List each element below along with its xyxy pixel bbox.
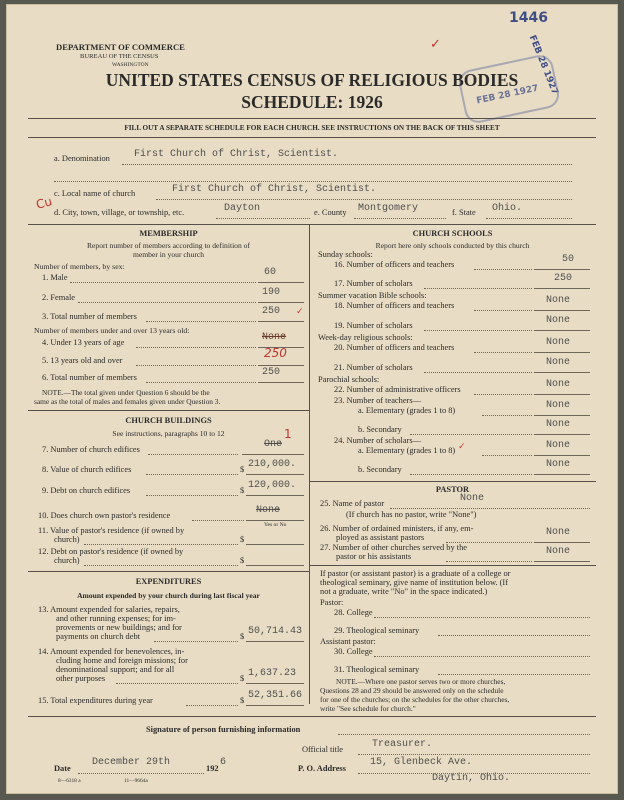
signature-label: Signature of person furnishing information xyxy=(146,725,301,734)
check-mark: ✓ xyxy=(430,37,441,52)
q26-label-2: ployed as assistant pastors xyxy=(336,533,425,542)
form-title: UNITED STATES CENSUS OF RELIGIOUS BODIES xyxy=(105,70,519,90)
q17-label: 17. Number of scholars xyxy=(334,279,413,288)
q9-label: 9. Debt on church edifices xyxy=(42,486,131,495)
q15-label: 15. Total expenditures during year xyxy=(38,696,153,705)
pastor-heading: PASTOR xyxy=(435,485,470,494)
official-title-label: Official title xyxy=(302,745,344,754)
official-title-value[interactable]: Treasurer. xyxy=(372,739,433,750)
q22-value[interactable]: None xyxy=(546,379,571,390)
pastor-note-3: for one of the churches; on the schedules for the other churches, xyxy=(320,695,510,704)
city-label: WASHINGTON xyxy=(112,62,149,68)
assistant-subheading: Assistant pastor: xyxy=(320,637,376,646)
q27-label: 27. Number of other churches served by the xyxy=(320,543,467,552)
q26-value[interactable]: None xyxy=(546,527,571,538)
q8-dollar: $ xyxy=(240,465,245,474)
q13-value[interactable]: 50,714.43 xyxy=(248,626,303,637)
q17-value[interactable]: 250 xyxy=(554,273,573,284)
q29-label: 29. Theological seminary xyxy=(334,626,420,635)
q10-label: 10. Does church own pastor's residence xyxy=(38,511,171,520)
membership-note-2: same as the total of males and females given under Question 3. xyxy=(34,397,221,406)
q20-label: 20. Number of officers and teachers xyxy=(334,343,455,352)
graduate-note-3: not a graduate, write "No" in the space indicated.) xyxy=(320,587,488,596)
q21-value[interactable]: None xyxy=(546,357,571,368)
q9-dollar: $ xyxy=(240,486,245,495)
local-name-label: c. Local name of church xyxy=(54,189,136,198)
q28-label: 28. College xyxy=(334,608,373,617)
q26-label: 26. Number of ordained ministers, if any, em- xyxy=(320,524,474,533)
q13-label-2: and other running expenses; for im- xyxy=(56,614,176,623)
margin-mark: Cu xyxy=(34,194,54,212)
q13-label-3: provements or new buildings; and for xyxy=(56,623,182,632)
pastor-note-2: Questions 28 and 29 should be answered only on the schedule xyxy=(320,686,504,695)
summer-label: Summer vacation Bible schools: xyxy=(318,291,427,300)
q19-value[interactable]: None xyxy=(546,315,571,326)
form-number: 8—6318 a xyxy=(58,778,81,784)
q27-value[interactable]: None xyxy=(546,546,571,557)
q23a-value[interactable]: None xyxy=(546,400,571,411)
q15-dollar: $ xyxy=(240,696,245,705)
q18-value[interactable]: None xyxy=(546,295,571,306)
sunday-label: Sunday schools: xyxy=(318,250,373,259)
q3-label: 3. Total number of members xyxy=(42,312,137,321)
q5-value[interactable]: 250 xyxy=(264,346,287,360)
serial-number-stamp: 1446 xyxy=(509,10,548,26)
bureau-label: BUREAU OF THE CENSUS xyxy=(80,53,159,60)
date-label: Date xyxy=(54,764,71,773)
q14-label-3: denominational support; and for all xyxy=(56,665,175,674)
q12-label: 12. Debt on pastor's residence (if owned by xyxy=(38,547,184,556)
weekday-label: Week-day religious schools: xyxy=(318,333,413,342)
q4-value[interactable]: None xyxy=(262,332,287,343)
q23a-label: a. Elementary (grades 1 to 8) xyxy=(358,406,456,415)
q25-label: 25. Name of pastor xyxy=(320,499,385,508)
under-over-label: Number of members under and over 13 years old: xyxy=(34,326,190,335)
q24-label: 24. Number of scholars— xyxy=(334,436,421,445)
q12-dollar: $ xyxy=(240,556,245,565)
second-date-stamp: FEB 28 1927 xyxy=(475,83,540,107)
q24b-label: b. Secondary xyxy=(358,465,402,474)
q11-label-2: church) xyxy=(54,535,80,544)
q8-value[interactable]: 210,000. xyxy=(248,459,297,470)
q16-label: 16. Number of officers and teachers xyxy=(334,260,455,269)
q12-label-2: church) xyxy=(54,556,80,565)
q10-hint: Yes or No xyxy=(264,522,287,528)
membership-heading: MEMBERSHIP xyxy=(139,229,198,238)
q1-label: 1. Male xyxy=(42,273,68,282)
state-label: f. State xyxy=(452,208,476,217)
membership-note: NOTE.—The total given under Question 6 should be the xyxy=(42,388,210,397)
q7-value[interactable]: One xyxy=(264,439,283,450)
po-address-label: P. O. Address xyxy=(298,764,346,773)
year-prefix: 192 xyxy=(206,764,219,773)
q30-label: 30. College xyxy=(334,647,373,656)
q27-label-2: pastor or his assistants xyxy=(336,552,412,561)
year-value[interactable]: 6 xyxy=(220,757,227,768)
q21-label: 21. Number of scholars xyxy=(334,363,413,372)
q8-label: 8. Value of church edifices xyxy=(42,465,132,474)
buildings-heading: CHURCH BUILDINGS xyxy=(125,416,212,425)
po-address-value-2[interactable]: Daytin, Ohio. xyxy=(432,773,511,784)
q7-correction: 1 xyxy=(284,427,292,441)
q11-label: 11. Value of pastor's residence (if owned by xyxy=(38,526,185,535)
membership-intro: Report number of members according to definition of xyxy=(86,241,250,250)
q13-dollar: $ xyxy=(240,632,245,641)
q11-dollar: $ xyxy=(240,535,245,544)
schools-sub: Report here only schools conducted by this church xyxy=(375,241,530,250)
q1-value[interactable]: 60 xyxy=(264,267,277,278)
q6-label: 6. Total number of members xyxy=(42,373,137,382)
buildings-sub: See instructions, paragraphs 10 to 12 xyxy=(112,429,225,438)
received-date-stamp: FEB 28 1927 xyxy=(526,34,560,97)
pastor-subheading: Pastor: xyxy=(320,598,344,607)
q18-label: 18. Number of officers and teachers xyxy=(334,301,455,310)
q31-label: 31. Theological seminary xyxy=(334,665,420,674)
city-value[interactable]: Dayton xyxy=(224,203,261,214)
q24a-value[interactable]: None xyxy=(546,440,571,451)
date-value[interactable]: December 29th xyxy=(92,757,171,768)
q23-label: 23. Number of teachers— xyxy=(334,396,421,405)
graduate-note-2: theological seminary, give name of institution below. (If xyxy=(320,578,508,587)
po-address-value[interactable]: 15, Glenbeck Ave. xyxy=(370,757,473,768)
q13-label-4: payments on church debt xyxy=(56,632,140,641)
census-form-page xyxy=(6,4,618,794)
q23b-value[interactable]: None xyxy=(546,419,571,430)
q5-label: 5. 13 years old and over xyxy=(42,356,123,365)
schedule-title: SCHEDULE: 1926 xyxy=(241,92,383,112)
pastor-note-4: write "See schedule for church." xyxy=(320,704,416,713)
membership-intro-2: member in your church xyxy=(132,250,205,259)
department-label: DEPARTMENT OF COMMERCE xyxy=(56,42,185,52)
q23b-label: b. Secondary xyxy=(358,425,402,434)
city-town-label: d. City, town, village, or township, etc. xyxy=(54,208,185,217)
q19-label: 19. Number of scholars xyxy=(334,321,413,330)
top-instruction: FILL OUT A SEPARATE SCHEDULE FOR EACH CHURCH. SEE INSTRUCTIONS ON THE BACK OF THIS SHEET xyxy=(124,124,500,132)
graduate-note: If pastor (or assistant pastor) is a graduate of a college or xyxy=(320,569,511,578)
q9-value[interactable]: 120,000. xyxy=(248,480,297,491)
q2-value[interactable]: 190 xyxy=(262,287,281,298)
q25-value[interactable]: None xyxy=(460,493,485,504)
q3-check: ✓ xyxy=(296,307,304,317)
q6-value[interactable]: 250 xyxy=(262,367,281,378)
expenditures-heading: EXPENDITURES xyxy=(135,577,202,586)
county-value[interactable]: Montgomery xyxy=(358,203,419,214)
q14-label-4: other purposes xyxy=(56,674,106,683)
q10-value[interactable]: None xyxy=(256,505,281,516)
q24a-check: ✓ xyxy=(458,442,466,452)
q13-label: 13. Amount expended for salaries, repairs, xyxy=(38,605,180,614)
q25-hint: (If church has no pastor, write "None") xyxy=(346,510,477,519)
q2-label: 2. Female xyxy=(42,293,76,302)
q16-value[interactable]: 50 xyxy=(562,254,575,265)
q7-label: 7. Number of church edifices xyxy=(42,445,140,454)
county-label: e. County xyxy=(314,208,347,217)
print-number: 11—9664a xyxy=(124,778,148,784)
q22-label: 22. Number of administrative officers xyxy=(334,385,461,394)
pastor-note: NOTE.—Where one pastor serves two or more churches, xyxy=(336,677,506,686)
q4-label: 4. Under 13 years of age xyxy=(42,338,125,347)
parochial-label: Parochial schools: xyxy=(318,375,380,384)
q20-value[interactable]: None xyxy=(546,337,571,348)
denomination-value[interactable]: First Church of Christ, Scientist. xyxy=(134,149,339,160)
q24a-label: a. Elementary (grades 1 to 8) xyxy=(358,446,456,455)
expenditures-sub: Amount expended by your church during last fiscal year xyxy=(77,591,260,600)
by-sex-label: Number of members, by sex: xyxy=(34,262,125,271)
q14-value[interactable]: 1,637.23 xyxy=(248,668,297,679)
q14-label: 14. Amount expended for benevolences, in- xyxy=(38,647,185,656)
q24b-value[interactable]: None xyxy=(546,459,571,470)
q14-dollar: $ xyxy=(240,674,245,683)
schools-heading: CHURCH SCHOOLS xyxy=(412,229,493,238)
q3-value[interactable]: 250 xyxy=(262,306,281,317)
state-value[interactable]: Ohio. xyxy=(492,203,523,214)
local-name-value[interactable]: First Church of Christ, Scientist. xyxy=(172,184,377,195)
q14-label-2: cluding home and foreign missions; for xyxy=(56,656,188,665)
q15-value[interactable]: 52,351.66 xyxy=(248,690,303,701)
denomination-label: a. Denomination xyxy=(54,154,110,163)
